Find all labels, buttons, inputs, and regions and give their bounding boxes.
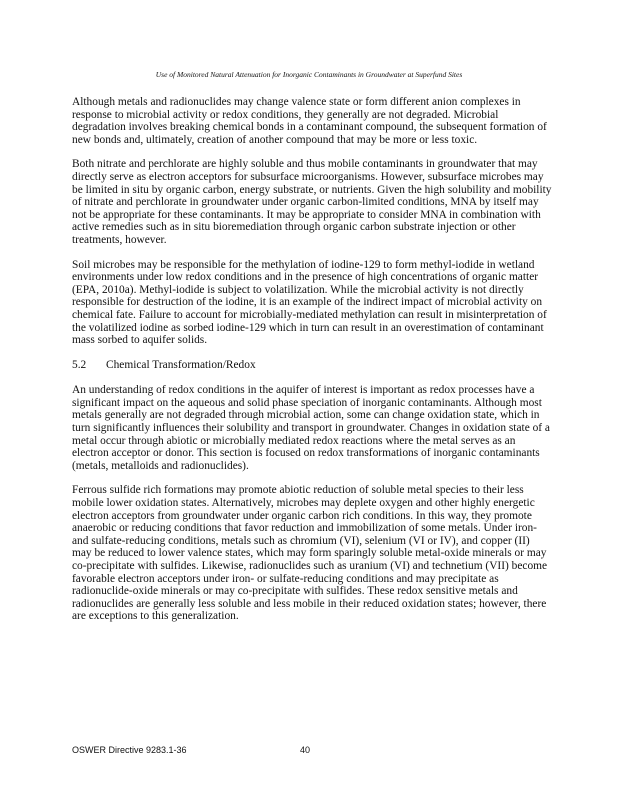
section-number: 5.2 [72,358,87,371]
document-body [72,96,552,635]
paragraph-metals-valence: Although metals and radionuclides may change valence state or form different anion complexes in response to microbial activity or redox conditions, they generally are not degraded. Microbial degradation involves breaking chemical bonds in a contaminant compound, the subsequent formation of new bonds and, ultimately, creation of another compound that may be more or less toxic. [72,96,547,146]
paragraph-iodine-methylation: Soil microbes may be responsible for the methylation of iodine-129 to form methyl-iodide in wetland environments under low redox conditions and in the presence of high concentrations of organic matter (EPA, 2010a). Methyl-iodide is subject to volatilization. While the microbial activity is not directly responsible for destruction of the iodine, it is an example of the indirect impact of microbial activity on chemical fate. Failure to account for microbially-mediated methylation can result in misinterpretation of the volatilized iodine as sorbed iodine-129 which in turn can result in an overestimation of contaminant mass sorbed to aquifer solids. [72,258,547,347]
running-header: Use of Monitored Natural Attenuation for Inorganic Contaminants in Groundwater at Superfund Sites [155,70,463,79]
footer-directive: OSWER Directive 9283.1-36 [72,745,187,755]
page-footer [72,745,311,755]
section-heading [72,359,552,372]
paragraph-redox-understanding: An understanding of redox conditions in the aquifer of interest is important as redox processes have a significant impact on the aqueous and solid phase speciation of inorganic contaminants. Although most metals generally are not degraded through microbial action, some can change oxidation state, which in turn significantly influences their solubility and transport in groundwater. Changes in oxidation state of a metal occur through abiotic or microbially mediated redox reactions where the metal serves as an electron acceptor or donor. This section is focused on redox transformations of inorganic contaminants (metals, metalloids and radionuclides). [72,384,550,472]
paragraph-ferrous-sulfide: Ferrous sulfide rich formations may promote abiotic reduction of soluble metal species to their less mobile lower oxidation states. Alternatively, microbes may deplete oxygen and other highly energetic electron acceptors from groundwater under organic carbon rich conditions. In this way, they promote anaerobic or reducing conditions that favor reduction and immobilization of some metals. Under iron- and sulfate-reducing conditions, metals such as chromium (VI), selenium (VI or IV), and copper (II) may be reduced to lower valence states, which may form sparingly soluble metal-oxide minerals or may co-precipitate with sulfides. Likewise, radionuclides such as uranium (VI) and technetium (VII) become favorable electron acceptors under iron- or sulfate-reducing conditions and may precipitate as radionuclide-oxide minerals or may co-precipitate with sulfides. These redox sensitive metals and radionuclides are generally less soluble and less mobile in their reduced oxidation states; however, there are exceptions to this generalization. [72,484,548,623]
section-title: Chemical Transformation/Redox [106,358,256,371]
paragraph-nitrate-perchlorate: Both nitrate and perchlorate are highly soluble and thus mobile contaminants in groundwater that may directly serve as electron acceptors for subsurface microorganisms. However, subsurface microbes may be limited in situ by organic carbon, energy substrate, or nutrients. Given the high solubility and mobility of nitrate and perchlorate in groundwater under organic carbon-limited conditions, MNA by itself may not be appropriate for these contaminants. It may be appropriate to consider MNA in combination with active remedies such as in situ bioremediation through organic carbon substrate injection or other treatments, however. [72,158,552,246]
page-number: 40 [300,745,311,755]
